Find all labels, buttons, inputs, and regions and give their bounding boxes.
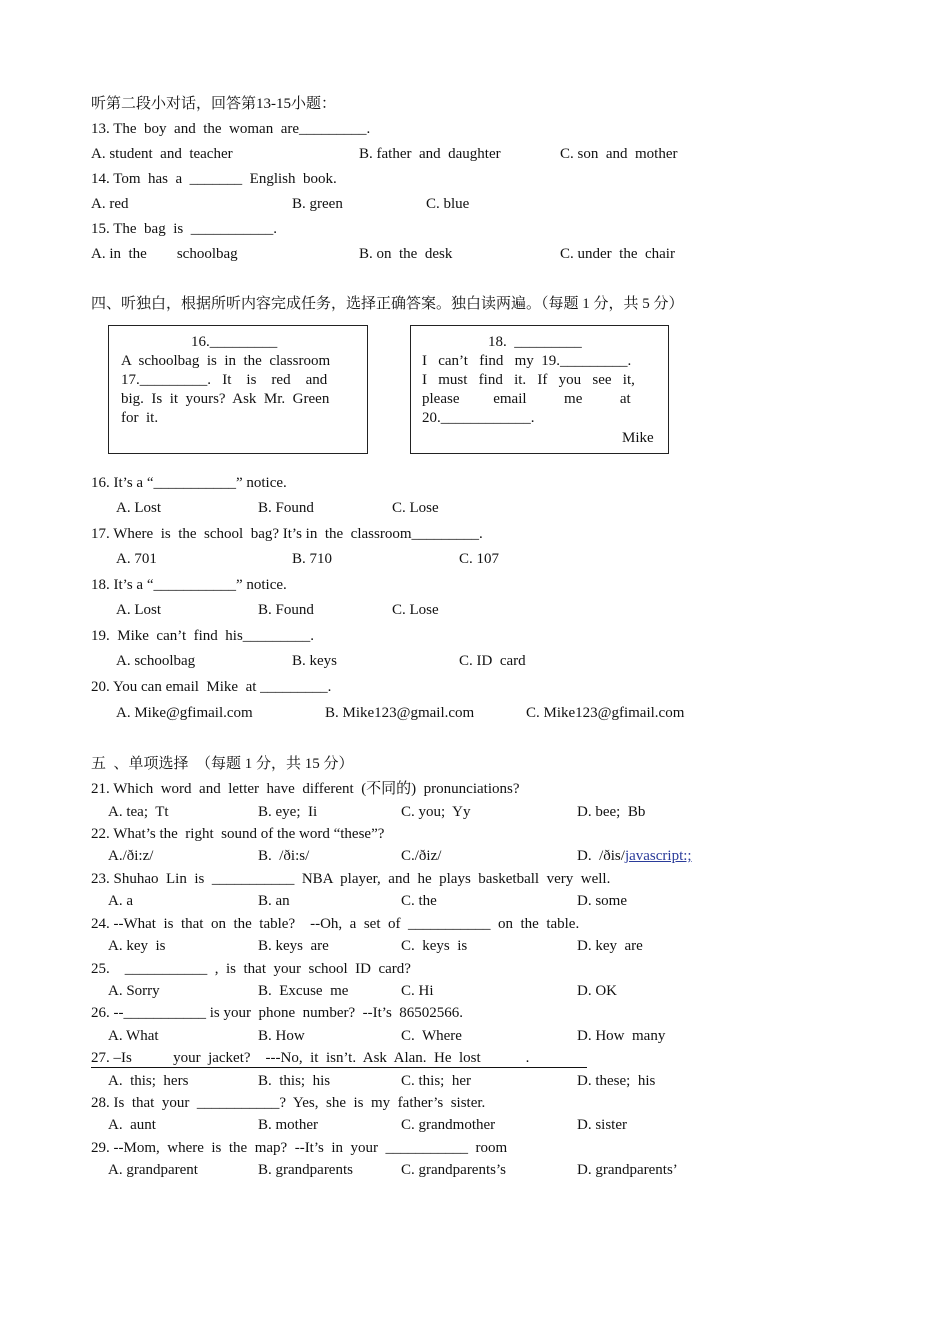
q24-option-b[interactable]: B. keys are [258,938,329,954]
q17-option-c[interactable]: C. 107 [459,551,500,567]
q27-option-c[interactable]: C. this; her [401,1073,471,1089]
notice-1-line-1: A schoolbag is in the classroom [121,353,331,369]
q16-option-b[interactable]: B. Found [258,500,314,516]
q20-stem: 20. You can email Mike at _________. [91,679,332,695]
q21-option-b[interactable]: B. eye; Ii [258,804,318,820]
q26-stem: 26. --___________ is your phone number? --It’s 86502566. [91,1005,464,1021]
q15-option-a[interactable]: A. in the schoolbag [91,246,238,262]
q28-stem: 28. Is that your ___________? Yes, she is my father’s sister. [91,1095,486,1111]
notice-2-title: 18. _________ [488,334,582,350]
q25-option-b[interactable]: B. Excuse me [258,983,349,999]
q27-underline [91,1067,587,1068]
q23-option-d[interactable]: D. some [577,893,627,909]
notice-2-line-1: I can’t find my 19._________. [422,353,632,369]
q16-option-a[interactable]: A. Lost [116,500,161,516]
q27-option-a[interactable]: A. this; hers [108,1073,189,1089]
q22-stem: 22. What’s the right sound of the word “these”? [91,826,385,842]
q24-option-d[interactable]: D. key are [577,938,643,954]
q19-option-b[interactable]: B. keys [292,653,337,669]
q18-option-a[interactable]: A. Lost [116,602,161,618]
q18-option-b[interactable]: B. Found [258,602,314,618]
q18-stem: 18. It’s a “___________” notice. [91,577,287,593]
notice-1-line-2: 17._________. It is red and [121,372,328,388]
q26-option-d[interactable]: D. How many [577,1028,666,1044]
q14-option-b[interactable]: B. green [292,196,343,212]
section5-title: 五 、单项选择 （每题 1 分，共 15 分） [91,756,354,772]
q20-option-c[interactable]: C. Mike123@gfimail.com [526,705,685,721]
q15-stem: 15. The bag is ___________. [91,221,277,237]
notice-2-line-3: please email me at [422,391,631,407]
q22-javascript-link[interactable]: javascript:; [624,848,692,864]
q17-option-b[interactable]: B. 710 [292,551,333,567]
q17-option-a[interactable]: A. 701 [116,551,157,567]
q25-option-d[interactable]: D. OK [577,983,617,999]
q23-option-c[interactable]: C. the [401,893,437,909]
q16-option-c[interactable]: C. Lose [392,500,439,516]
q23-stem: 23. Shuhao Lin is ___________ NBA player, and he plays basketball very well. [91,871,611,887]
section2-intro: 听第二段小对话，回答第13-15小题： [91,96,336,112]
q21-option-a[interactable]: A. tea; Tt [108,804,169,820]
q29-option-b[interactable]: B. grandparents [258,1162,353,1178]
q28-option-c[interactable]: C. grandmother [401,1117,496,1133]
q25-option-a[interactable]: A. Sorry [108,983,160,999]
q21-option-c[interactable]: C. you; Yy [401,804,471,820]
q18-option-c[interactable]: C. Lose [392,602,439,618]
q19-option-c[interactable]: C. ID card [459,653,526,669]
q27-stem: 27. –Is your jacket? ---No, it isn’t. Ask Alan. He lost . [91,1050,530,1066]
q16-stem: 16. It’s a “___________” notice. [91,475,287,491]
q24-option-c[interactable]: C. keys is [401,938,468,954]
q29-stem: 29. --Mom, where is the map? --It’s in your ___________ room [91,1140,508,1156]
q26-option-c[interactable]: C. Where [401,1028,462,1044]
q19-stem: 19. Mike can’t find his_________. [91,628,315,644]
q25-stem: 25. ___________ , is that your school ID card? [91,961,411,977]
notice-2-line-4: 20.____________. [422,410,535,426]
q17-stem: 17. Where is the school bag? It’s in the classroom_________. [91,526,483,542]
q26-option-b[interactable]: B. How [258,1028,305,1044]
q28-option-b[interactable]: B. mother [258,1117,318,1133]
q15-option-b[interactable]: B. on the desk [359,246,453,262]
q13-stem: 13. The boy and the woman are_________. [91,121,371,137]
q20-option-a[interactable]: A. Mike@gfimail.com [116,705,253,721]
section4-title: 四、听独白，根据所听内容完成任务，选择正确答案。独白读两遍。（每题 1 分，共 5 分） [91,296,684,312]
q26-option-a[interactable]: A. What [108,1028,159,1044]
notice-1-line-3: big. Is it yours? Ask Mr. Green [121,391,330,407]
q23-option-a[interactable]: A. a [108,893,133,909]
q19-option-a[interactable]: A. schoolbag [116,653,196,669]
notice-1-title: 16._________ [191,334,278,350]
q24-option-a[interactable]: A. key is [108,938,166,954]
q20-option-b[interactable]: B. Mike123@gmail.com [325,705,475,721]
q14-stem: 14. Tom has a _______ English book. [91,171,337,187]
q29-option-c[interactable]: C. grandparents’s [401,1162,506,1178]
q28-option-d[interactable]: D. sister [577,1117,627,1133]
q13-option-a[interactable]: A. student and teacher [91,146,233,162]
q22-option-b[interactable]: B. /ði:s/ [258,848,310,864]
q25-option-c[interactable]: C. Hi [401,983,434,999]
q13-option-b[interactable]: B. father and daughter [359,146,501,162]
notice-2-line-2: I must find it. If you see it, [422,372,635,388]
notice-1-line-4: for it. [121,410,159,426]
q24-stem: 24. --What is that on the table? --Oh, a set of ___________ on the table. [91,916,580,932]
q23-option-b[interactable]: B. an [258,893,290,909]
q27-option-b[interactable]: B. this; his [258,1073,331,1089]
notice-box-1 [108,325,368,454]
q14-option-a[interactable]: A. red [91,196,129,212]
notice-box-2 [410,325,669,454]
q29-option-a[interactable]: A. grandparent [108,1162,198,1178]
q13-option-c[interactable]: C. son and mother [560,146,678,162]
q29-option-d[interactable]: D. grandparents’ [577,1162,678,1178]
q27-option-d[interactable]: D. these; his [577,1073,656,1089]
q14-option-c[interactable]: C. blue [426,196,470,212]
q21-stem: 21. Which word and letter have different (不同的) pronunciations? [91,781,520,797]
q22-option-d[interactable] [577,847,692,865]
q22-option-a[interactable]: A./ði:z/ [108,848,154,864]
q22-option-c[interactable]: C./ðiz/ [401,848,442,864]
notice-2-signature: Mike [622,430,654,446]
q28-option-a[interactable]: A. aunt [108,1117,156,1133]
q15-option-c[interactable]: C. under the chair [560,246,675,262]
q22-option-d-text: D. /ðis/ [577,848,625,864]
q21-option-d[interactable]: D. bee; Bb [577,804,646,820]
